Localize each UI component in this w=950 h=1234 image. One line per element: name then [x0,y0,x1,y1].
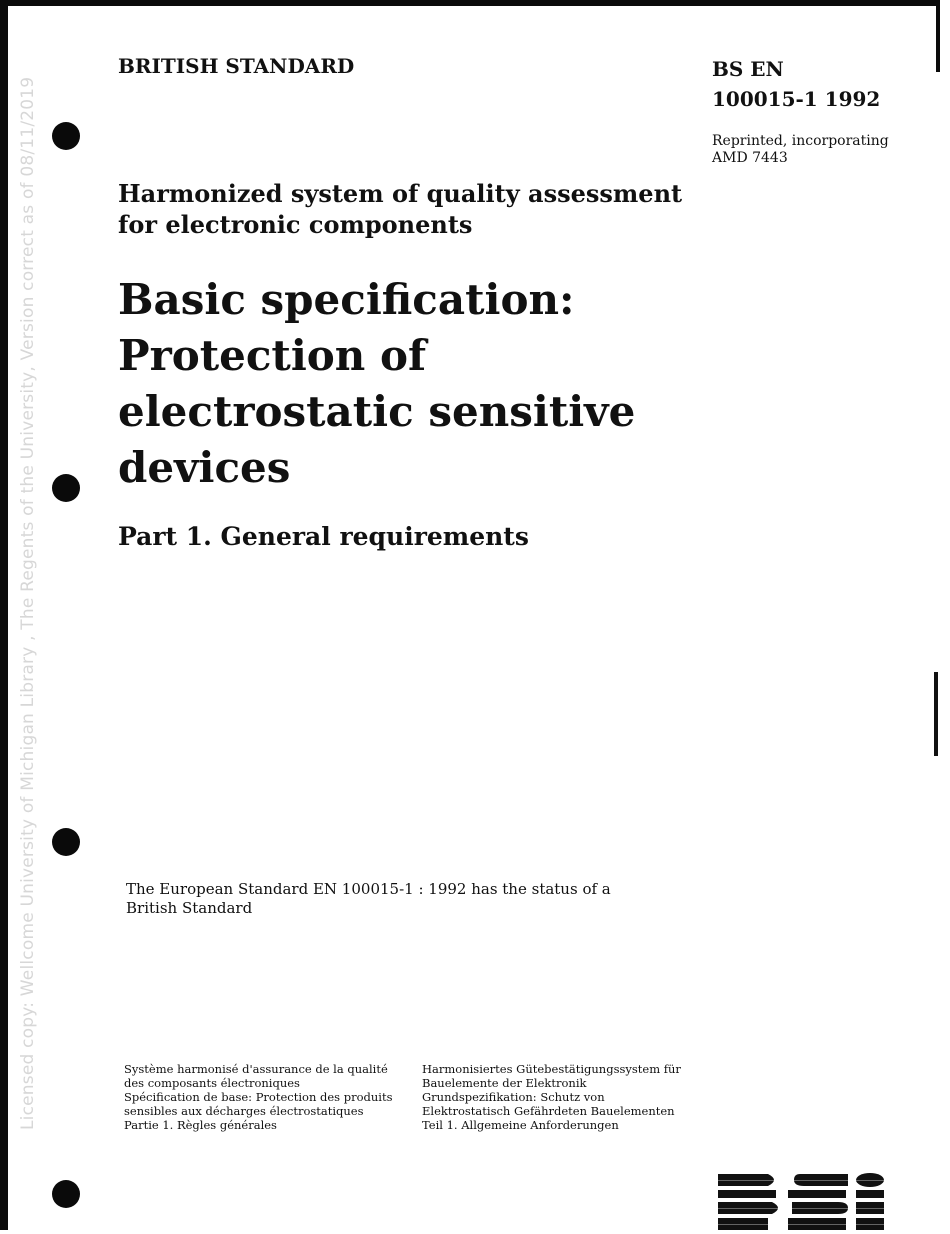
punch-hole-icon [52,122,80,150]
standard-number-line: 100015-1 1992 [712,87,881,111]
document-title [118,272,635,496]
german-title-line: Teil 1. Allgemeine Anforderungen [422,1118,619,1132]
german-title-line: Harmonisiertes Gütebestätigungssystem für [422,1062,681,1076]
french-title [124,1062,392,1132]
document-title-line: Basic specification: [118,275,575,324]
series-title-line: for electronic components [118,210,473,239]
punch-hole-icon [52,1180,80,1208]
status-statement [126,880,611,918]
status-statement-line: The European Standard EN 100015-1 : 1992 has the status of a [126,880,611,898]
page-border-top [0,0,940,6]
german-title-line: Grundspezifikation: Schutz von [422,1090,605,1104]
document-title-line: electrostatic sensitive [118,387,636,436]
reprint-note-line: AMD 7443 [712,150,788,166]
license-watermark: Licensed copy: Wellcome University of Michigan Library , The Regents of the University, Version correct as of 08/11/2019 [18,76,38,1130]
french-title-line: des composants électroniques [124,1076,300,1090]
reprint-note-line: Reprinted, incorporating [712,133,889,149]
german-title-line: Elektrostatisch Gefährdeten Bauelementen [422,1104,675,1118]
part-title: Part 1. General requirements [118,522,529,551]
french-title-line: Spécification de base: Protection des produits [124,1090,393,1104]
bsi-logo-icon [718,1172,886,1234]
reprint-note [712,133,889,167]
punch-hole-icon [52,474,80,502]
bsi-logo-graphic [718,1172,886,1230]
series-title-line: Harmonized system of quality assessment [118,179,683,208]
status-statement-line: British Standard [126,899,253,917]
standard-number-line: BS EN [712,57,784,81]
german-title [422,1062,681,1132]
page-border-left [0,0,8,1230]
french-title-line: sensibles aux décharges électrostatiques [124,1104,364,1118]
german-title-line: Bauelemente der Elektronik [422,1076,587,1090]
french-title-line: Partie 1. Règles générales [124,1118,277,1132]
standard-label: BRITISH STANDARD [118,54,355,78]
scan-edge-mark [934,672,938,756]
series-title [118,178,682,240]
document-title-line: Protection of [118,331,427,380]
document-title-line: devices [118,443,291,492]
punch-hole-icon [52,828,80,856]
standard-number [712,54,880,114]
page-border-right [936,0,940,72]
french-title-line: Système harmonisé d'assurance de la qualité [124,1062,388,1076]
